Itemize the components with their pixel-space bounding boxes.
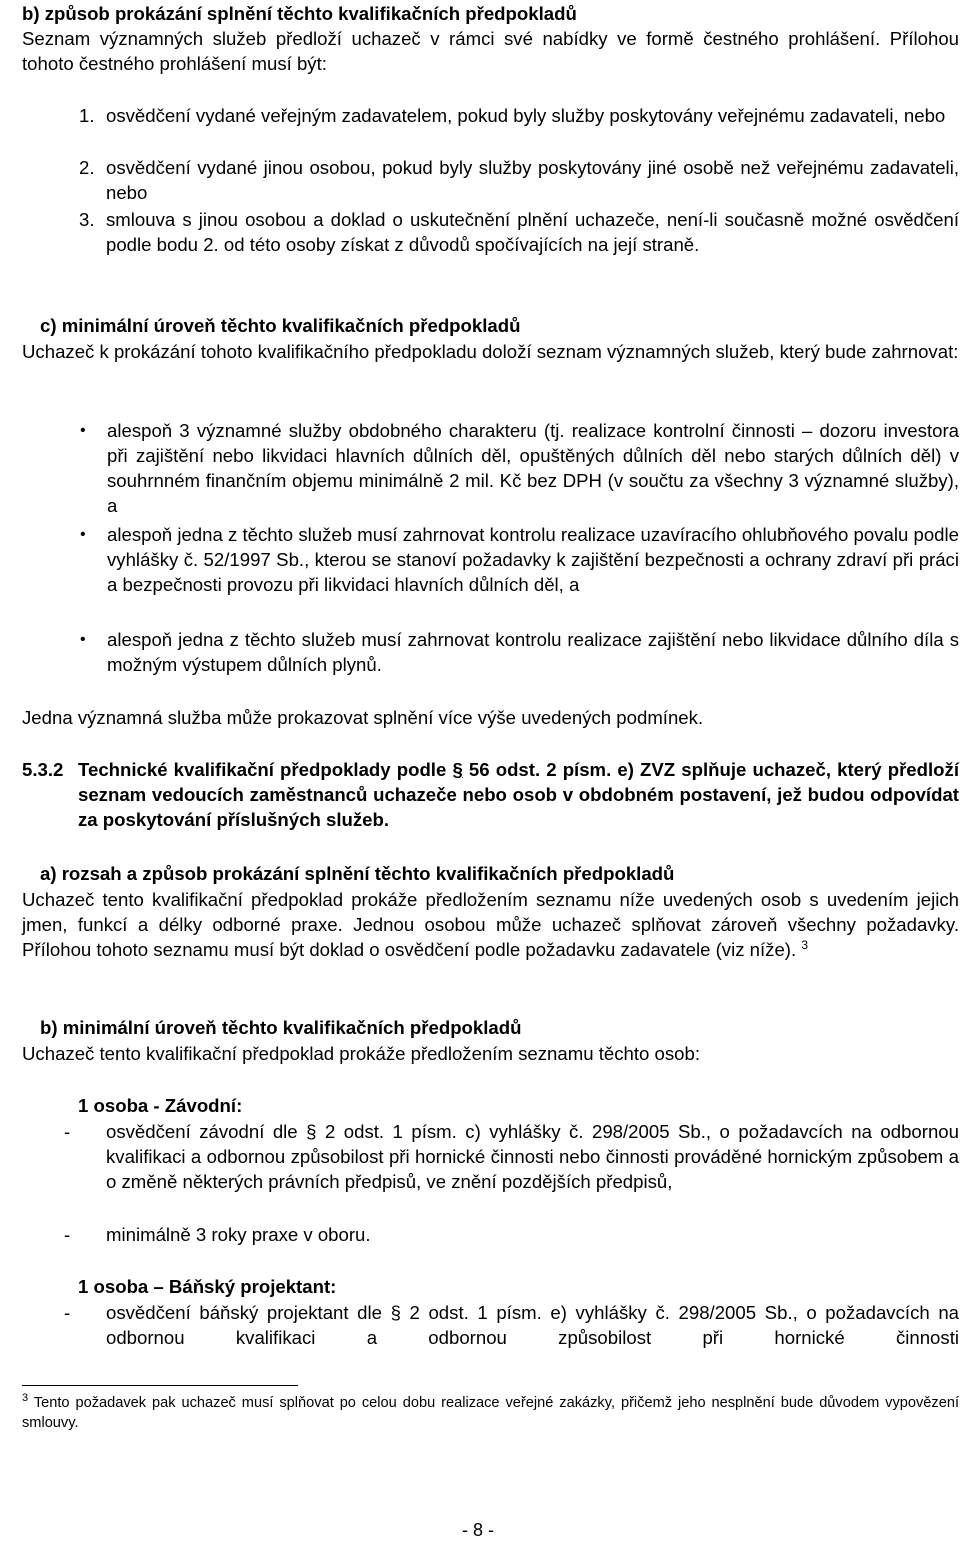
- bullet-icon: •: [80, 631, 86, 648]
- bullet-text: alespoň jedna z těchto služeb musí zahrnovat kontrolu realizace uzavíracího ohlubňového povalu podle vyhlášky č. 52/1997 Sb., kterou se stanoví požadavky k zajištění bezpečnosti a ochrany zdraví při práci a bezpečnosti provozu při likvidaci hlavních důlních děl, a: [107, 524, 959, 595]
- footnote-text: Tento požadavek pak uchazeč musí splňovat po celou dobu realizace veřejné zakázky, přičemž jeho nesplnění bude důvodem vypovězení smlouvy.: [22, 1395, 960, 1431]
- dash-marker: -: [64, 1224, 71, 1245]
- section-b2-heading: b) minimální úroveň těchto kvalifikačních předpokladů: [40, 1017, 522, 1038]
- person-heading: 1 osoba – Báňský projektant:: [78, 1276, 337, 1297]
- section-a2-body: [22, 887, 959, 962]
- paragraph-symbol: §: [452, 759, 463, 780]
- list-text: osvědčení vydané jinou osobou, pokud byly služby poskytovány jiné osobě než veřejnému zadavateli, nebo: [106, 157, 959, 203]
- title-part-2: 56 odst. 2 písm. e) ZVZ: [468, 759, 676, 780]
- section-c-intro: Uchazeč k prokázání tohoto kvalifikačního předpokladu doloží seznam významných služeb, který bude zahrnovat:: [22, 341, 959, 362]
- title-part-3: splňuje uchazeč, který předloží seznam vedoucích zaměstnanců uchazeče nebo osob v obdobném postavení, jež budou odpovídat za poskytování příslušných služeb.: [78, 759, 959, 830]
- section-number: 5.3.2: [22, 759, 64, 780]
- list-text: smlouva s jinou osobou a doklad o uskutečnění plnění uchazeče, není-li současně možné osvědčení podle bodu 2. od této osoby získat z důvodů spočívajících na její straně.: [106, 209, 959, 255]
- section-532-title: [78, 757, 959, 832]
- section-a2-text: Uchazeč tento kvalifikační předpoklad prokáže předložením seznamu níže uvedených osob s uvedením jejich jmen, funkcí a délky odborné praxe. Jednou osobou může uchazeč splňovat zároveň všechny požadavky. Přílohou tohoto seznamu musí být doklad o osvědčení podle požadavku zadavatele (viz níže).: [22, 889, 959, 960]
- dash-marker: -: [64, 1302, 71, 1323]
- list-text: osvědčení vydané veřejným zadavatelem, pokud byly služby poskytovány veřejnému zadavateli, nebo: [106, 105, 946, 126]
- page-number: - 8 -: [462, 1520, 495, 1540]
- bullet-icon: •: [80, 526, 86, 543]
- section-a2-heading: a) rozsah a způsob prokázání splnění těchto kvalifikačních předpokladů: [40, 863, 675, 884]
- section-c-heading: c) minimální úroveň těchto kvalifikačních předpokladů: [40, 315, 521, 336]
- bullet-text: alespoň jedna z těchto služeb musí zahrnovat kontrolu realizace zajištění nebo likvidace důlního díla s možným výstupem důlních plynů.: [107, 629, 959, 675]
- bullet-icon: •: [80, 422, 86, 439]
- person-item-text: osvědčení závodní dle § 2 odst. 1 písm. c) vyhlášky č. 298/2005 Sb., o požadavcích na odbornou kvalifikaci a odbornou způsobilost při hornické činnosti nebo činnosti prováděné hornickým způsobem a o změně některých právních předpisů, ve znění pozdějších předpisů,: [106, 1121, 959, 1192]
- dash-marker: -: [64, 1121, 71, 1142]
- person-item-text: osvědčení báňský projektant dle § 2 odst. 1 písm. e) vyhlášky č. 298/2005 Sb., o požadavcích na odbornou kvalifikaci a odbornou způsobilost při hornické činnosti: [106, 1302, 959, 1348]
- footnote-marker: 3: [22, 1392, 29, 1405]
- section-b2-body: Uchazeč tento kvalifikační předpoklad prokáže předložením seznamu těchto osob:: [22, 1043, 701, 1064]
- section-c-closing: Jedna významná služba může prokazovat splnění více výše uvedených podmínek.: [22, 707, 704, 728]
- footnote-reference: 3: [801, 937, 809, 952]
- section-b-intro: Seznam významných služeb předloží uchazeč v rámci své nabídky ve formě čestného prohlášení. Přílohou tohoto čestného prohlášení musí být:: [22, 28, 959, 74]
- list-number: 3.: [79, 209, 95, 230]
- title-part-1: Technické kvalifikační předpoklady podle: [78, 759, 447, 780]
- list-number: 2.: [79, 157, 95, 178]
- section-b-heading: b) způsob prokázání splnění těchto kvalifikačních předpokladů: [22, 3, 577, 24]
- bullet-text: alespoň 3 významné služby obdobného charakteru (tj. realizace kontrolní činnosti – dozoru investora při zajištění nebo likvidaci hlavních důlních děl, opuštěných důlních děl nebo starých důlních děl) v souhrnném finančním objemu minimálně 2 mil. Kč bez DPH (v součtu za všechny 3 významné služby), a: [107, 420, 959, 516]
- footnote-separator: [22, 1385, 298, 1386]
- footnote: [22, 1393, 959, 1433]
- person-item-text: minimálně 3 roky praxe v oboru.: [106, 1224, 371, 1245]
- list-number: 1.: [79, 105, 95, 126]
- person-heading: 1 osoba - Závodní:: [78, 1095, 243, 1116]
